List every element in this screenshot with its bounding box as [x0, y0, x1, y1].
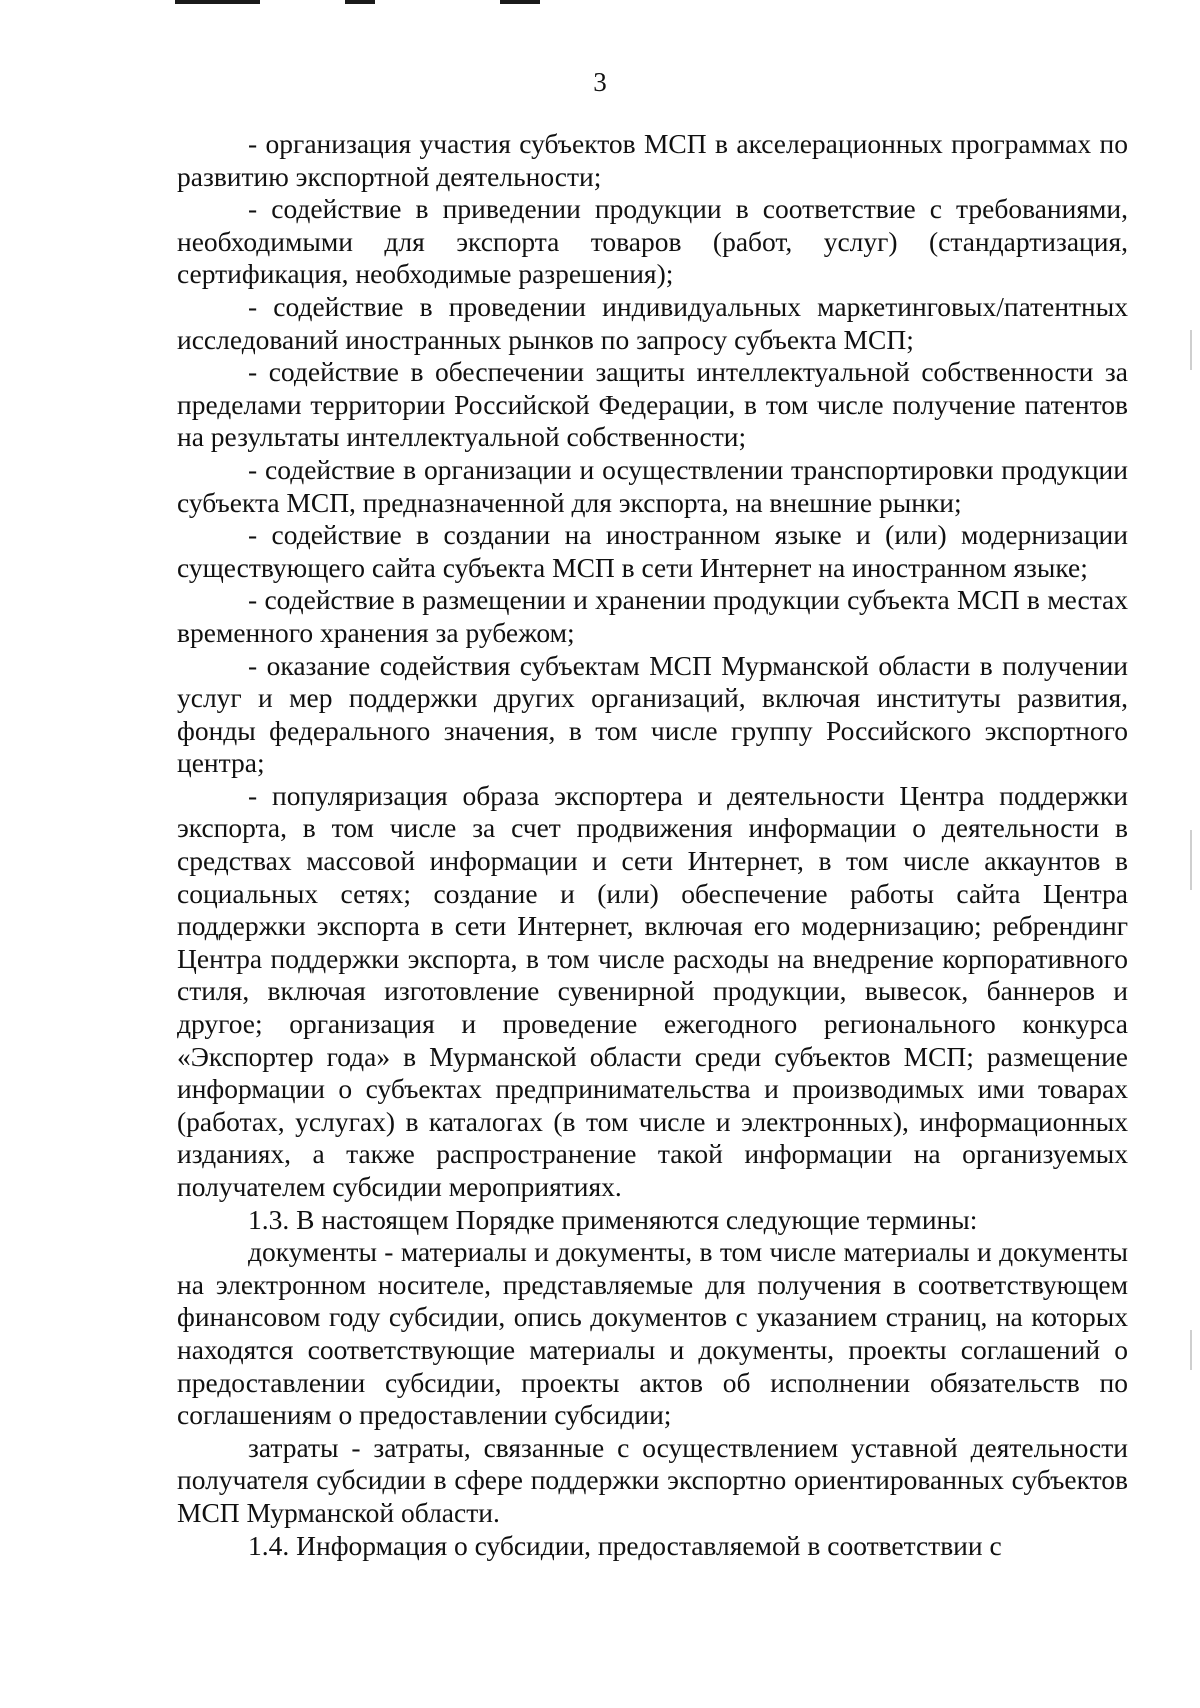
- page-number: 3: [593, 67, 607, 97]
- paragraph-ip-protection: - содействие в обеспечении защиты интеллектуальной собственности за пределами территории Российской Федерации, в том числе получение патентов на результаты интеллектуальной собственности;: [177, 356, 1128, 453]
- top-edge-mark: [500, 0, 540, 4]
- paragraph-terms-intro: 1.3. В настоящем Порядке применяются следующие термины:: [248, 1203, 978, 1235]
- paragraph-term-costs: затраты - затраты, связанные с осуществлением уставной деятельности получателя субсидии в сфере поддержки экспортно ориентированных субъектов МСП Мурманской области.: [177, 1431, 1128, 1528]
- paragraph-foreign-website: - содействие в создании на иностранном языке и (или) модернизации существующего сайта субъекта МСП в сети Интернет на иностранном языке;: [177, 519, 1128, 583]
- paragraph-popularization: - популяризация образа экспортера и деятельности Центра поддержки экспорта, в том числе за счет продвижения информации о деятельности в средствах массовой информации и сети Интернет, в том числе аккаунтов в социальных сетях; создание и (или) обеспечение работы сайта Центра поддержки экспорта в сети Интернет, включая его модернизацию; ребрендинг Центра поддержки экспорта, в том числе расходы на внедрение корпоративного стиля, включая изготовление сувенирной продукции, вывесок, баннеров и другое; организация и проведение ежегодного регионального конкурса «Экспортер года» в Мурманской области среди субъектов МСП; размещение информации о субъектах предпринимательства и производимых ими товарах (работах, услугах) в каталогах (в том числе и электронных), информационных изданиях, а также распространение такой информации на организуемых получателем субсидии мероприятиях.: [177, 779, 1128, 1202]
- scan-edge-mark: [1190, 1330, 1192, 1370]
- document-body: [177, 128, 1128, 1562]
- top-edge-mark: [345, 0, 375, 4]
- paragraph-support-services: - оказание содействия субъектам МСП Мурманской области в получении услуг и мер поддержки других организаций, включая институты развития, фонды федерального значения, в том числе группу Российского экспортного центра;: [177, 649, 1128, 779]
- paragraph-transportation: - содействие в организации и осуществлении транспортировки продукции субъекта МСП, предназначенной для экспорта, на внешние рынки;: [177, 453, 1128, 518]
- paragraph-product-compliance: - содействие в приведении продукции в соответствие с требованиями, необходимыми для экспорта товаров (работ, услуг) (стандартизация, сертификация, необходимые разрешения);: [177, 193, 1128, 290]
- paragraph-storage-abroad: - содействие в размещении и хранении продукции субъекта МСП в местах временного хранения за рубежом;: [177, 584, 1128, 648]
- paragraph-accelerator-programs: - организация участия субъектов МСП в акселерационных программах по развитию экспортной деятельности;: [177, 128, 1128, 192]
- scan-edge-mark: [1190, 830, 1192, 890]
- paragraph-market-research: - содействие в проведении индивидуальных маркетинговых/патентных исследований иностранных рынков по запросу субъекта МСП;: [177, 290, 1128, 355]
- paragraph-term-documents: документы - материалы и документы, в том числе материалы и документы на электронном носителе, представляемые для получения в соответствующем финансовом году субсидии, опись документов с указанием страниц, на которых находятся соответствующие материалы и документы, проекты соглашений о предоставлении субсидии, проекты актов об исполнении обязательств по соглашениям о предоставлении субсидии;: [177, 1236, 1128, 1431]
- scan-edge-mark: [1190, 330, 1192, 370]
- paragraph-subsidy-info: 1.4. Информация о субсидии, предоставляемой в соответствии с: [248, 1529, 1002, 1561]
- top-edge-mark: [175, 0, 260, 4]
